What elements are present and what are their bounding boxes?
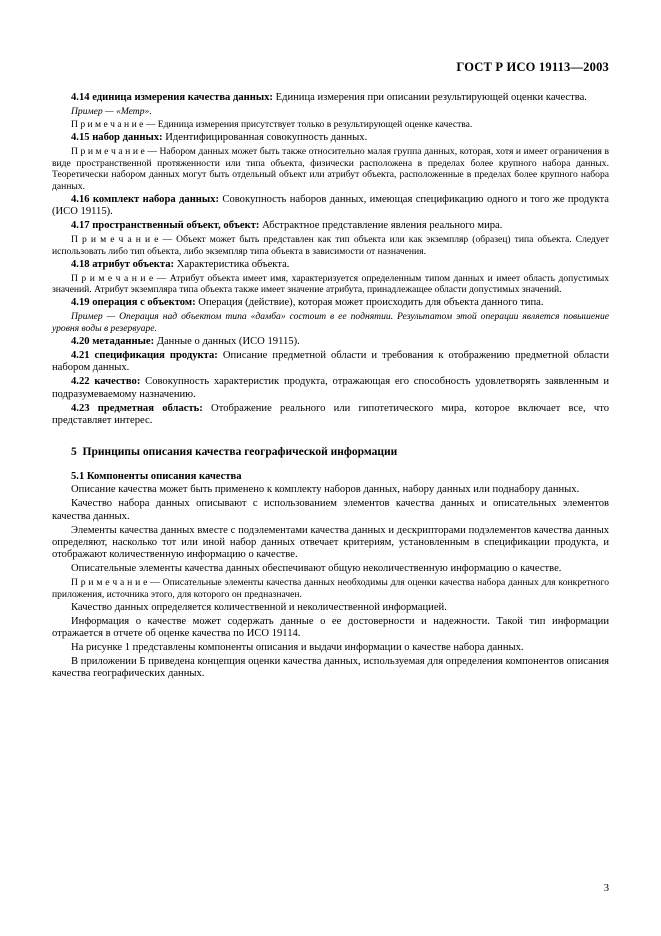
note-text: — Объект может быть представлен как тип объекта или как экземпляр (образец) типа объекта. Следует использовать либо тип объекта, либо экземпляр типа объекта в зависимости от назначения. <box>52 234 609 257</box>
definition-paragraph <box>52 403 609 428</box>
definition-number: 4.18 <box>71 258 90 270</box>
page-header: ГОСТ Р ИСО 19113—2003 <box>456 60 609 74</box>
definition-paragraph <box>52 220 609 232</box>
note-label: П р и м е ч а н и е <box>71 146 145 157</box>
subsection-title: Компоненты описания качества <box>84 471 242 483</box>
body-paragraph: Элементы качества данных вместе с подэлементами качества данных и дескрипторами подэлементов качества данных определяют, насколько тот или иной набор данных отвечает критериям, установленным в спецификации продукта, и отображают количественную информацию о качестве. <box>52 524 609 561</box>
definition-text: Идентифицированная совокупность данных. <box>162 132 368 144</box>
definition-text: Операция (действие), которая может происходить для объекта данного типа. <box>195 297 544 309</box>
definition-number: 4.23 <box>71 402 90 414</box>
section-heading <box>71 446 609 458</box>
definition-number: 4.21 <box>71 349 90 361</box>
definition-paragraph <box>52 350 609 375</box>
note-paragraph <box>52 234 609 257</box>
body-paragraph: На рисунке 1 представлены компоненты описания и выдачи информации о качестве набора данных. <box>71 642 524 654</box>
example-paragraph: Пример — «Метр». <box>71 105 152 117</box>
definition-term: пространственный объект, объект: <box>89 220 260 232</box>
definition-term: операция с объектом: <box>89 297 196 309</box>
body-paragraph: В приложении Б приведена концепция оценки качества данных, используемая для определения компонентов описания качества географических данных. <box>52 655 609 680</box>
definition-text: Отображение реального или гипотетического мира, которое включает все, что представляет интерес. <box>52 402 610 426</box>
note-label: П р и м е ч а н и е <box>71 577 148 589</box>
body-paragraph: Описательные элементы качества данных обеспечивают общую неколичественную информацию о качестве. <box>71 563 562 575</box>
definition-term: метаданные: <box>89 335 155 347</box>
definition-term: единица измерения качества данных: <box>89 92 273 103</box>
body-paragraph: Описание качества может быть применено к комплекту наборов данных, набору данных или поднабору данных. <box>71 484 580 496</box>
note-label: П р и м е ч а н и е <box>71 119 144 130</box>
definition-number: 4.22 <box>71 376 90 388</box>
note-paragraph <box>52 146 609 192</box>
subsection-number: 5.1 <box>71 471 85 483</box>
definition-paragraph <box>52 194 609 219</box>
note-paragraph <box>52 119 609 131</box>
definition-paragraph <box>52 92 609 104</box>
note-paragraph <box>52 577 609 600</box>
document-body <box>52 92 609 682</box>
body-paragraph: Качество данных определяется количественной и неколичественной информацией. <box>71 601 447 613</box>
definition-term: предметная область: <box>89 402 203 414</box>
definition-term: набор данных: <box>89 132 163 144</box>
note-text: — Описательные элементы качества данных необходимы для оценки качества набора данных для конкретного приложения, источника этого, для которого он предназначен. <box>52 577 609 600</box>
section-number: 5 <box>71 446 77 459</box>
note-text: — Атрибут объекта имеет имя, характеризуется определенным типом данных и имеет область допустимых значений. Атрибут экземпляра типа объекта также имеет значение атрибута, принадлежащее области допустимых значений. <box>52 272 609 296</box>
definition-text: Совокупность характеристик продукта, отражающая его способность удовлетворять заявленным и подразумеваемому назначению. <box>52 376 609 400</box>
body-paragraph: Информация о качестве может содержать данные о ее достоверности и надежности. Такой тип информации отражается в отчете об оценке качества по ИСО 19114. <box>52 615 609 640</box>
note-paragraph <box>52 273 609 296</box>
definition-paragraph <box>52 259 609 271</box>
definition-paragraph <box>52 132 609 144</box>
subsection-heading <box>71 471 609 482</box>
page-number: 3 <box>603 883 609 894</box>
definition-paragraph <box>52 297 609 309</box>
definition-text: Данные о данных (ИСО 19115). <box>154 335 300 347</box>
definition-text: Абстрактное представление явления реального мира. <box>259 220 503 232</box>
definition-number: 4.15 <box>71 132 90 144</box>
definition-term: атрибут объекта: <box>89 258 175 270</box>
definition-text: Единица измерения при описании результирующей оценки качества. <box>272 92 587 103</box>
definition-paragraph <box>52 336 609 348</box>
definition-text: Совокупность наборов данных, имеющая спецификацию одного и того же продукта (ИСО 19115). <box>52 193 610 218</box>
definition-term: спецификация продукта: <box>89 349 218 361</box>
definition-number: 4.16 <box>71 193 90 205</box>
section-title: Принципы описания качества географической информации <box>76 446 398 459</box>
definition-number: 4.20 <box>71 335 90 347</box>
definition-number: 4.19 <box>71 297 90 309</box>
definition-term: качество: <box>89 376 141 388</box>
note-text: — Набором данных может быть также относительно малая группа данных, которая, хотя и имеет ограничения в виде пространственной протяженности или типа объекта, физически расположена в пределах более крупного набора данных. Теоретически набором данных могут быть отдельный объект или атрибут объекта, расположенные в пределах более крупного набора данных. <box>52 146 609 192</box>
definition-paragraph <box>52 376 609 401</box>
note-label: П р и м е ч а н и е <box>71 234 159 246</box>
definition-text: Описание предметной области и требования к отображению предметной области набором данных. <box>52 349 609 374</box>
definition-number: 4.17 <box>71 220 90 232</box>
note-label: П р и м е ч а н и е <box>71 272 154 284</box>
definition-term: комплект набора данных: <box>89 193 220 205</box>
example-paragraph: Пример — Операция над объектом типа «дамба» состоит в ее поднятии. Результатом этой операции является повышение уровня воды в резервуаре. <box>52 311 609 334</box>
definition-text: Характеристика объекта. <box>174 258 290 270</box>
note-text: — Единица измерения присутствует только в результирующей оценке качества. <box>143 119 473 130</box>
body-paragraph: Качество набора данных описывают с использованием элементов качества данных и описательных элементов качества данных. <box>52 498 609 522</box>
definition-number: 4.14 <box>71 92 90 103</box>
